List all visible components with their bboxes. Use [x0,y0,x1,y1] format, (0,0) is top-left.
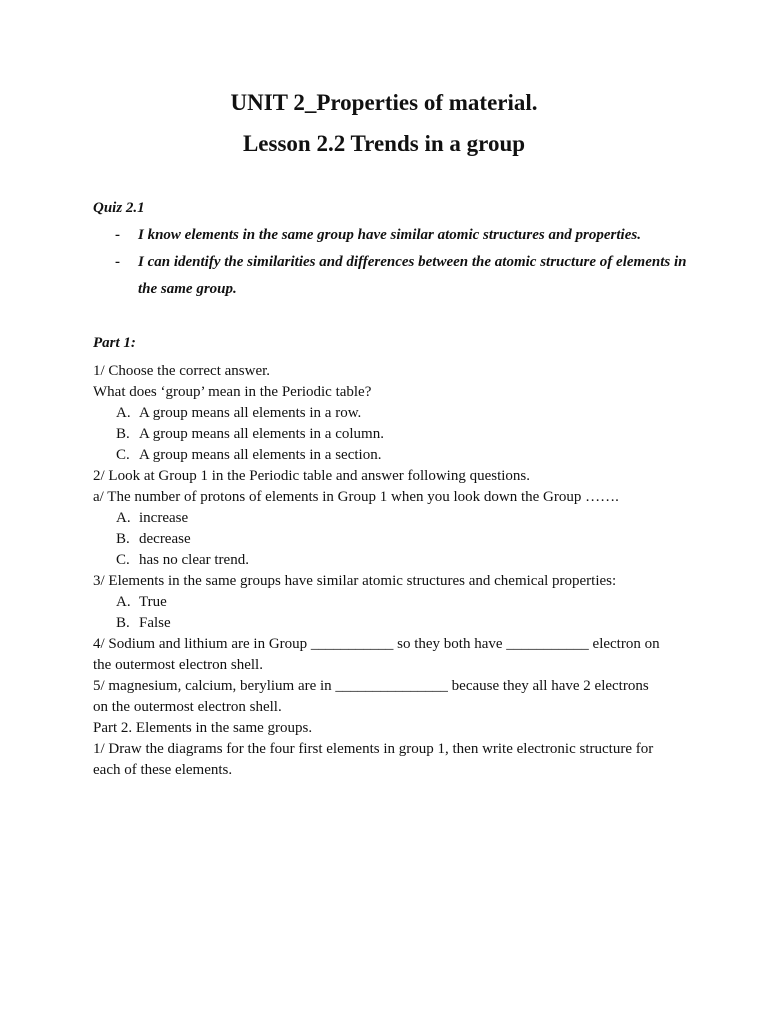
option-letter: A. [116,405,131,421]
option-letter: C. [116,552,130,568]
option-letter: A. [116,510,131,526]
option-item [93,403,663,424]
option-letter: B. [116,531,130,547]
q1-instruction: 1/ Choose the correct answer. [93,363,271,379]
option-letter: C. [116,447,130,463]
q3-options [93,592,663,634]
option-letter: A. [116,594,131,610]
option-text: True [139,594,167,610]
bullet-dash: - [115,254,120,270]
option-item [93,445,663,466]
q5-text: 5/ magnesium, calcium, berylium are in _______________ because they all have 2 electrons on the outermost electron shell. [93,678,653,715]
objective-item [93,249,693,303]
q2-options [93,508,663,571]
option-item [93,550,663,571]
questions-body [93,361,663,781]
q4-text: 4/ Sodium and lithium are in Group ___________ so they both have ___________ electron on the outermost electron shell. [93,636,664,673]
option-text: decrease [139,531,191,547]
option-item [93,508,663,529]
option-text: increase [139,510,189,526]
part2-q1: 1/ Draw the diagrams for the four first elements in group 1, then write electronic structure for each of these elements. [93,741,657,778]
q1-options [93,403,663,466]
option-letter: B. [116,615,130,631]
option-item [93,592,663,613]
option-text: A group means all elements in a section. [139,447,382,463]
part2-heading: Part 2. Elements in the same groups. [93,720,313,736]
option-item [93,424,663,445]
objective-text: I know elements in the same group have similar atomic structures and properties. [138,227,641,243]
q2-question: a/ The number of protons of elements in Group 1 when you look down the Group ……. [93,489,619,505]
objectives-list [93,222,693,303]
objective-text: I can identify the similarities and differences between the atomic structure of elements in the same group. [138,254,687,297]
quiz-label: Quiz 2.1 [93,200,145,216]
option-text: has no clear trend. [139,552,249,568]
q2-instruction: 2/ Look at Group 1 in the Periodic table and answer following questions. [93,468,530,484]
option-text: A group means all elements in a row. [139,405,362,421]
option-text: A group means all elements in a column. [139,426,384,442]
part1-label: Part 1: [93,335,136,351]
objective-item [93,222,693,249]
unit-title: UNIT 2_Properties of material. [230,90,538,115]
option-text: False [139,615,171,631]
q3-question: 3/ Elements in the same groups have similar atomic structures and chemical properties: [93,573,617,589]
lesson-title: Lesson 2.2 Trends in a group [242,131,526,156]
option-item [93,613,663,634]
bullet-dash: - [115,227,120,243]
option-item [93,529,663,550]
option-letter: B. [116,426,130,442]
q1-question: What does ‘group’ mean in the Periodic table? [93,384,372,400]
